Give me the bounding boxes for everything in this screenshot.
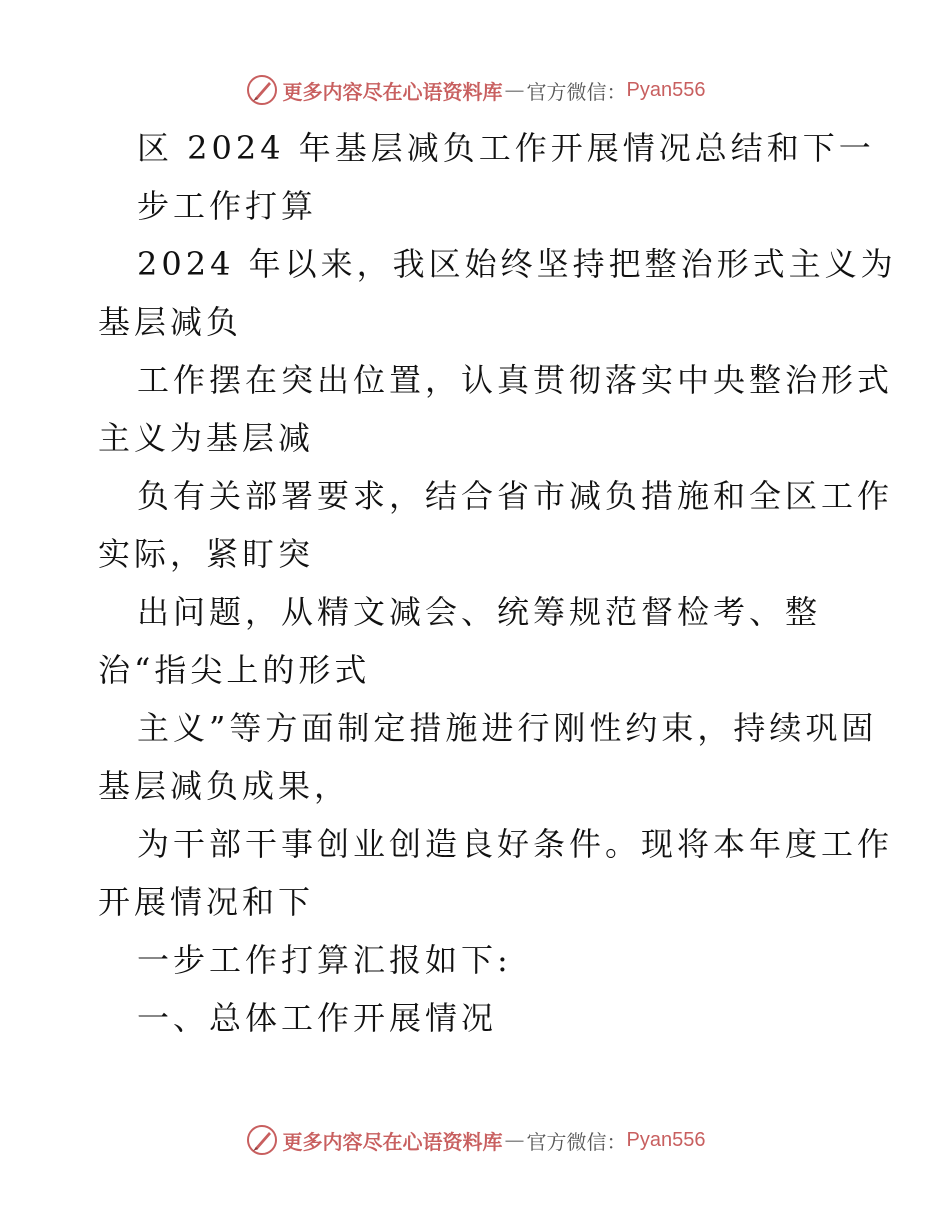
paragraph-line: 主义”等方面制定措施进行刚性约束，持续巩固 bbox=[137, 709, 878, 747]
watermark-wechat-label: 官方微信： bbox=[526, 1129, 627, 1154]
paragraph-line: 2024 年以来，我区始终坚持把整治形式主义为 bbox=[137, 245, 897, 283]
document-title-line-1: 区 2024 年基层减负工作开展情况总结和下一 bbox=[137, 129, 875, 167]
paragraph-line: 治“指尖上的形式 bbox=[98, 651, 371, 689]
paragraph-line: 开展情况和下 bbox=[98, 883, 315, 921]
watermark-wechat-id: Pyan556 bbox=[626, 78, 706, 101]
paragraph-line: 出问题，从精文减会、统筹规范督检考、整 bbox=[137, 593, 822, 631]
quill-pen-logo-icon bbox=[245, 73, 279, 107]
paragraph-line: 一步工作打算汇报如下: bbox=[137, 941, 512, 979]
paragraph-line: 基层减负 bbox=[98, 303, 243, 341]
watermark-dash: — bbox=[504, 1128, 525, 1152]
paragraph-line: 实际，紧盯突 bbox=[98, 535, 315, 573]
paragraph-line: 负有关部署要求，结合省市减负措施和全区工作 bbox=[137, 477, 894, 515]
paragraph-line: 主义为基层减 bbox=[98, 419, 315, 457]
watermark-site-text: 更多内容尽在心语资料库 bbox=[282, 1129, 503, 1154]
document-title-line-2: 步工作打算 bbox=[137, 187, 318, 225]
header-watermark bbox=[0, 70, 950, 110]
section-heading: 一、总体工作开展情况 bbox=[137, 999, 498, 1037]
paragraph-line: 基层减负成果， bbox=[98, 767, 351, 805]
paragraph-line: 工作摆在突出位置，认真贯彻落实中央整治形式 bbox=[137, 361, 894, 399]
footer-watermark bbox=[0, 1120, 950, 1160]
watermark-site-text: 更多内容尽在心语资料库 bbox=[282, 79, 503, 104]
watermark-wechat-id: Pyan556 bbox=[626, 1128, 706, 1151]
quill-pen-logo-icon bbox=[245, 1123, 279, 1157]
paragraph-line: 为干部干事创业创造良好条件。现将本年度工作 bbox=[137, 825, 894, 863]
watermark-wechat-label: 官方微信： bbox=[526, 79, 627, 104]
watermark-dash: — bbox=[504, 78, 525, 102]
